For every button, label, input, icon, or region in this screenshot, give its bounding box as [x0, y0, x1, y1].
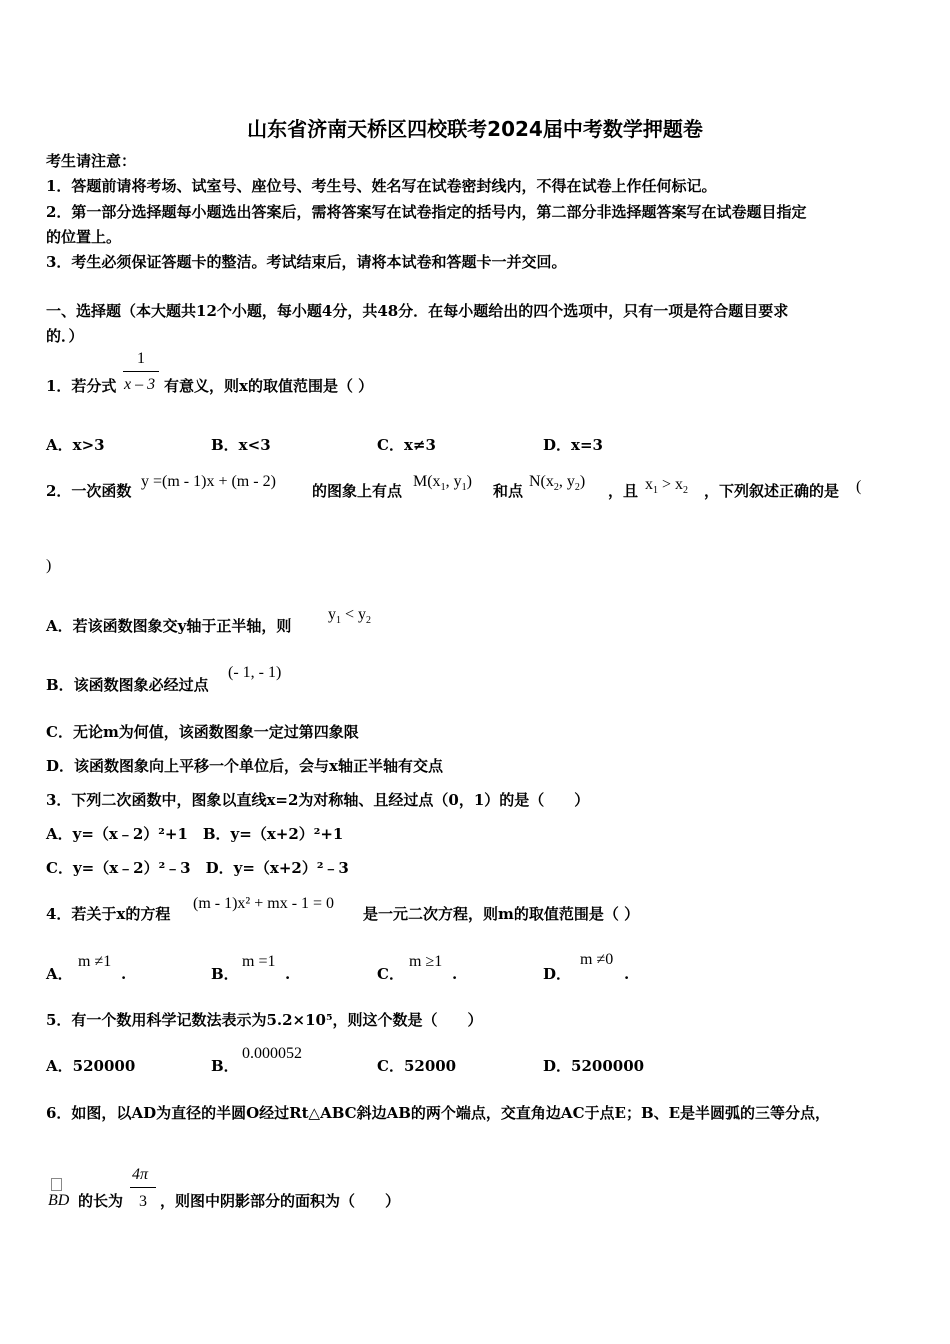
- notice-item-2-cont: 的位置上。: [46, 228, 122, 246]
- q4-suffix: 是一元二次方程，则m的取值范围是（ ）: [363, 905, 640, 923]
- q4-option-b-math: m =1: [242, 953, 276, 970]
- q2-option-a-math: $y_1 < y_2$: [328, 606, 372, 626]
- q4-option-d-math: m ≠0: [580, 951, 614, 968]
- notice-heading: 考生请注意：: [46, 152, 137, 170]
- q2-mid-1: 的图象上有点: [312, 482, 403, 500]
- q6-mid: 的长为: [78, 1192, 124, 1210]
- q1-numerator: 1: [137, 350, 145, 367]
- q2-option-c: C．无论m为何值，该函数图象一定过第四象限: [46, 723, 359, 741]
- q4-option-d-label: D．: [543, 965, 572, 983]
- q4-equation: (m - 1)x² + mx - 1 = 0: [193, 895, 335, 912]
- q4-option-a-math: m ≠1: [78, 953, 112, 970]
- q4-option-d-dot: .: [624, 965, 630, 983]
- q2-option-a: A．若该函数图象交y轴于正半轴，则: [46, 617, 292, 635]
- q6-denominator: 3: [139, 1193, 147, 1210]
- q1-prefix: 1．若分式: [46, 377, 117, 395]
- q4-option-c-label: C．: [377, 965, 404, 983]
- q5-option-b-math: 0.000052: [242, 1045, 302, 1062]
- q2-mid-2: 和点: [493, 482, 524, 500]
- q4-prefix: 4．若关于x的方程: [46, 905, 171, 923]
- q2-point-m: $M(x_1$, $y_1$): [413, 473, 472, 493]
- q4-option-b-dot: .: [285, 965, 291, 983]
- q2-condition: $x_1 > x_2$: [645, 476, 689, 496]
- q2-function: y =(m - 1)x + (m - 2): [141, 473, 276, 490]
- q5-option-a: A．520000: [46, 1057, 136, 1075]
- q4-option-a-label: A．: [46, 965, 73, 983]
- q2-mid-3: ，且: [608, 482, 639, 500]
- q2-paren-open: (: [856, 478, 862, 495]
- q1-option-c: C．x≠3: [377, 436, 436, 454]
- q2-prefix: 2．一次函数: [46, 482, 132, 500]
- section-heading: 一、选择题（本大题共12个小题，每小题4分，共48分．在每小题给出的四个选项中，只有一项是符合题目要求: [46, 302, 789, 320]
- q2-option-b: B．该函数图象必经过点: [46, 676, 209, 694]
- q3-options-row-1: A．y=（x﹣2）²+1 B．y=（x+2）²+1: [46, 825, 344, 843]
- q1-option-d: D．x=3: [543, 436, 603, 454]
- q2-option-d: D．该函数图象向上平移一个单位后，会与x轴正半轴有交点: [46, 757, 443, 775]
- q1-option-b: B．x<3: [211, 436, 271, 454]
- q3-stem: 3．下列二次函数中，图象以直线x=2为对称轴、且经过点（0，1）的是（ ）: [46, 791, 590, 809]
- q6-suffix: ，则图中阴影部分的面积为（ ）: [160, 1192, 401, 1210]
- q4-option-b-label: B．: [211, 965, 239, 983]
- q6-numerator: 4π: [132, 1166, 149, 1183]
- q1-suffix: 有意义，则x的取值范围是（ ）: [164, 377, 374, 395]
- q4-option-a-dot: .: [121, 965, 127, 983]
- q4-option-c-dot: .: [452, 965, 458, 983]
- arc-symbol-icon: [51, 1178, 62, 1191]
- notice-item-2: 2．第一部分选择题每小题选出答案后，需将答案写在试卷指定的括号内，第二部分非选择题答案写在试卷题目指定: [46, 203, 807, 221]
- q5-stem: 5．有一个数用科学记数法表示为5.2×10⁵，则这个数是（ ）: [46, 1011, 483, 1029]
- q1-fraction-bar: [123, 371, 159, 372]
- notice-item-3: 3．考生必须保证答题卡的整洁。考试结束后，请将本试卷和答题卡一并交回。: [46, 253, 567, 271]
- q1-denominator: x – 3: [124, 376, 156, 393]
- q4-option-c-math: m ≥1: [409, 953, 443, 970]
- q3-options-row-2: C．y=（x﹣2）²﹣3 D．y=（x+2）²﹣3: [46, 859, 349, 877]
- q2-point-n: $N(x_2$, $y_2$): [529, 473, 586, 493]
- q5-option-d: D．5200000: [543, 1057, 645, 1075]
- q2-suffix: ，下列叙述正确的是: [704, 482, 840, 500]
- q6-fraction-bar: [130, 1187, 156, 1188]
- section-heading-cont: 的．）: [46, 327, 84, 345]
- notice-item-1: 1．答题前请将考场、试室号、座位号、考生号、姓名写在试卷密封线内，不得在试卷上作任何标记。: [46, 177, 717, 195]
- q6-arc: BD: [48, 1192, 70, 1209]
- page-title: 山东省济南天桥区四校联考2024届中考数学押题卷: [247, 117, 703, 141]
- q2-option-b-math: (- 1, - 1): [228, 664, 282, 681]
- q5-option-b-label: B．: [211, 1057, 239, 1075]
- q1-option-a: A．x>3: [46, 436, 105, 454]
- q2-paren-close: ): [46, 557, 52, 574]
- q6-line-1: 6．如图，以AD为直径的半圆O经过Rt△ABC斜边AB的两个端点，交直角边AC于点E；B、E是半圆弧的三等分点，: [46, 1104, 831, 1122]
- q5-option-c: C．52000: [377, 1057, 457, 1075]
